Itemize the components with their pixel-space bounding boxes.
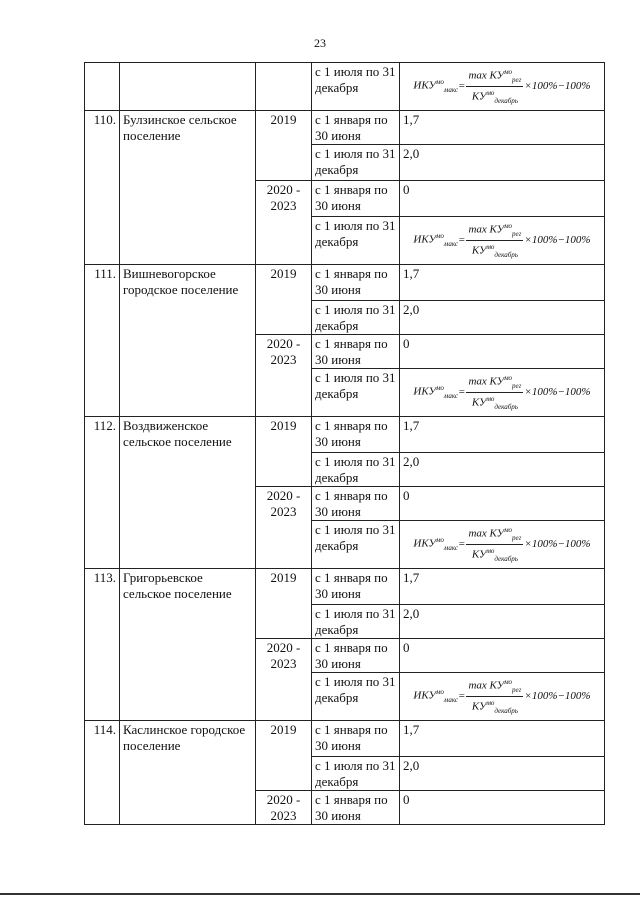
period: с 1 января по 30 июня <box>312 417 400 453</box>
year-range: 2020 - 2023 <box>256 639 312 721</box>
formula-fraction: $\frac{\max КУ^{мо}_{рег}}{КУ^{мо}_{декабрь}}$ <box>468 222 522 259</box>
year-range: 2019 <box>256 569 312 639</box>
index-value: 1,7 <box>400 721 605 757</box>
year-range: 2019 <box>256 265 312 335</box>
settlement-number: 111. <box>85 265 120 417</box>
index-value <box>400 673 605 721</box>
table-row <box>85 63 605 111</box>
settlement-name: Воздвиженское сельское поселение <box>120 417 256 569</box>
index-value <box>400 217 605 265</box>
formula-equals: = <box>458 537 466 550</box>
index-formula <box>403 372 601 413</box>
period: с 1 января по 30 июня <box>312 265 400 301</box>
formula-equals: = <box>458 385 466 398</box>
settlement-number <box>85 63 120 111</box>
formula-tail: ×100%−100% <box>524 385 591 398</box>
index-formula <box>403 66 601 107</box>
page-bottom-rule <box>0 893 640 895</box>
table-row <box>85 111 605 145</box>
formula-equals: = <box>458 689 466 702</box>
formula-tail: ×100%−100% <box>524 689 591 702</box>
settlement-number: 110. <box>85 111 120 265</box>
index-value: 0 <box>400 487 605 521</box>
period: с 1 июля по 31 декабря <box>312 63 400 111</box>
page-number: 23 <box>314 36 326 50</box>
index-value: 1,7 <box>400 111 605 145</box>
index-formula <box>403 524 601 565</box>
year-range: 2019 <box>256 417 312 487</box>
index-formula <box>403 220 601 261</box>
index-value: 2,0 <box>400 757 605 791</box>
period: с 1 июля по 31 декабря <box>312 521 400 569</box>
formula-fraction: $\frac{\max КУ^{мо}_{рег}}{КУ^{мо}_{декабрь}}$ <box>468 526 522 563</box>
period: с 1 января по 30 июня <box>312 639 400 673</box>
period: с 1 июля по 31 декабря <box>312 301 400 335</box>
tariff-table <box>84 62 605 825</box>
index-value: 1,7 <box>400 265 605 301</box>
settlement-name: Григорьевское сельское поселение <box>120 569 256 721</box>
index-value: 0 <box>400 335 605 369</box>
index-value: 0 <box>400 181 605 217</box>
period: с 1 января по 30 июня <box>312 181 400 217</box>
index-value: 2,0 <box>400 453 605 487</box>
settlement-name: Булзинское сельское поселение <box>120 111 256 265</box>
period: с 1 января по 30 июня <box>312 791 400 825</box>
index-value: 2,0 <box>400 605 605 639</box>
formula-tail: ×100%−100% <box>524 79 591 92</box>
period: с 1 января по 30 июня <box>312 111 400 145</box>
index-value: 1,7 <box>400 417 605 453</box>
period: с 1 января по 30 июня <box>312 721 400 757</box>
period: с 1 января по 30 июня <box>312 487 400 521</box>
formula-fraction: $\frac{\max КУ^{мо}_{рег}}{КУ^{мо}_{декабрь}}$ <box>468 68 522 105</box>
period: с 1 июля по 31 декабря <box>312 145 400 181</box>
period: с 1 января по 30 июня <box>312 569 400 605</box>
period: с 1 июля по 31 декабря <box>312 369 400 417</box>
settlement-name: Вишневогорское городское поселение <box>120 265 256 417</box>
formula-tail: ×100%−100% <box>524 233 591 246</box>
index-value <box>400 63 605 111</box>
formula-fraction: $\frac{\max КУ^{мо}_{рег}}{КУ^{мо}_{декабрь}}$ <box>468 678 522 715</box>
table-row <box>85 721 605 757</box>
table-body <box>85 63 605 825</box>
table-row <box>85 417 605 453</box>
index-value: 0 <box>400 639 605 673</box>
year-range: 2019 <box>256 721 312 791</box>
index-formula <box>403 676 601 717</box>
index-value <box>400 521 605 569</box>
settlement-number: 112. <box>85 417 120 569</box>
index-value <box>400 369 605 417</box>
formula-lhs: $ИКУ^{мо}_{макс}$ <box>413 77 458 94</box>
formula-lhs: $ИКУ^{мо}_{макс}$ <box>413 383 458 400</box>
period: с 1 июля по 31 декабря <box>312 757 400 791</box>
year-range: 2020 - 2023 <box>256 487 312 569</box>
index-value: 1,7 <box>400 569 605 605</box>
year-range: 2020 - 2023 <box>256 181 312 265</box>
formula-equals: = <box>458 79 466 92</box>
year-range <box>256 63 312 111</box>
settlement-name: Каслинское городское поселение <box>120 721 256 825</box>
formula-fraction: $\frac{\max КУ^{мо}_{рег}}{КУ^{мо}_{декабрь}}$ <box>468 374 522 411</box>
index-value: 0 <box>400 791 605 825</box>
period: с 1 июля по 31 декабря <box>312 673 400 721</box>
period: с 1 июля по 31 декабря <box>312 453 400 487</box>
index-value: 2,0 <box>400 301 605 335</box>
formula-lhs: $ИКУ^{мо}_{макс}$ <box>413 231 458 248</box>
year-range: 2020 - 2023 <box>256 335 312 417</box>
period: с 1 июля по 31 декабря <box>312 217 400 265</box>
index-value: 2,0 <box>400 145 605 181</box>
formula-tail: ×100%−100% <box>524 537 591 550</box>
table-row <box>85 569 605 605</box>
settlement-number: 113. <box>85 569 120 721</box>
period: с 1 июля по 31 декабря <box>312 605 400 639</box>
period: с 1 января по 30 июня <box>312 335 400 369</box>
table-row <box>85 265 605 301</box>
formula-lhs: $ИКУ^{мо}_{макс}$ <box>413 535 458 552</box>
year-range: 2019 <box>256 111 312 181</box>
settlement-number: 114. <box>85 721 120 825</box>
formula-equals: = <box>458 233 466 246</box>
year-range: 2020 - 2023 <box>256 791 312 825</box>
settlement-name <box>120 63 256 111</box>
formula-lhs: $ИКУ^{мо}_{макс}$ <box>413 687 458 704</box>
